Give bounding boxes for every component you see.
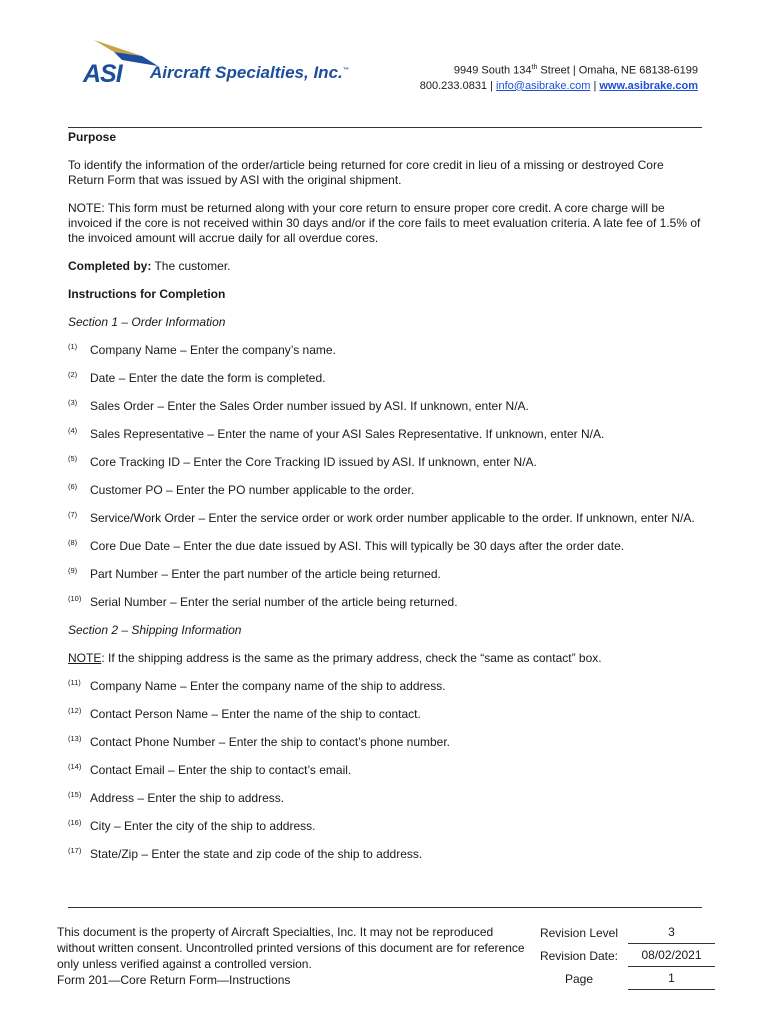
list-item (68, 399, 702, 414)
item-number: (15) (68, 790, 82, 799)
contact-separator: | (490, 79, 493, 92)
section2-title: Section 2 – Shipping Information (68, 623, 242, 637)
revision-level-value: 3 (628, 922, 715, 944)
item-number: (3) (68, 398, 78, 407)
page-label: Page (564, 972, 594, 986)
item-number: (8) (68, 538, 78, 547)
address-city: Street | Omaha, NE 68138-6199 (537, 64, 698, 77)
item-text: Sales Representative – Enter the name of your ASI Sales Representative. If unknown, enter N/A. (90, 427, 605, 441)
note-text: NOTE: This form must be returned along with your core return to ensure proper core credit. A core charge will be invoiced if the core is not received within 30 days and/or if the core fails to meet evaluation criteria. A late fee of 1.5% of the invoiced amount will accrue daily for all overdue cores. (68, 201, 701, 245)
section2-note-text: : If the shipping address is the same as the primary address, check the “same as contact” box. (101, 651, 602, 665)
section2-list (68, 679, 702, 862)
item-text: Address – Enter the ship to address. (90, 791, 285, 805)
item-number: (5) (68, 454, 78, 463)
contact-line (420, 79, 698, 94)
item-text: State/Zip – Enter the state and zip code of the ship to address. (90, 847, 423, 861)
list-item (68, 567, 702, 582)
footer-form-title: Form 201—Core Return Form—Instructions (57, 973, 291, 987)
section1-title: Section 1 – Order Information (68, 315, 226, 329)
list-item (68, 819, 702, 834)
company-address (420, 60, 698, 94)
section2-note (68, 651, 702, 666)
revision-date-value: 08/02/2021 (628, 945, 715, 967)
item-text: Core Tracking ID – Enter the Core Tracking ID issued by ASI. If unknown, enter N/A. (90, 455, 537, 469)
purpose-text: To identify the information of the order/article being returned for core credit in lieu of a missing or destroyed Core Return Form that was issued by ASI with the original shipment. (68, 158, 664, 187)
revision-level-row (530, 922, 715, 944)
item-text: Contact Person Name – Enter the name of the ship to contact. (90, 707, 421, 721)
footer-disclaimer-block (57, 924, 527, 988)
logo-company-name (150, 63, 349, 83)
email-link[interactable]: info@asibrake.com (496, 79, 591, 92)
revision-level-label: Revision Level (539, 926, 619, 940)
document-body (68, 128, 702, 862)
logo-asi-text: ASI (83, 60, 122, 88)
instructions-heading: Instructions for Completion (68, 287, 226, 301)
footer-divider (68, 907, 702, 908)
item-number: (12) (68, 706, 82, 715)
item-number: (4) (68, 426, 78, 435)
item-text: Service/Work Order – Enter the service order or work order number applicable to the order. If unknown, enter N/A. (90, 511, 695, 525)
item-number: (2) (68, 370, 78, 379)
phone-number: 800.233.0831 (419, 79, 488, 92)
item-text: Company Name – Enter the company name of the ship to address. (90, 679, 446, 693)
item-number: (11) (68, 678, 81, 687)
company-logo (80, 38, 360, 94)
item-text: Contact Email – Enter the ship to contact’s email. (90, 763, 352, 777)
list-item (68, 707, 702, 722)
item-text: Date – Enter the date the form is completed. (90, 371, 326, 385)
item-number: (13) (68, 734, 82, 743)
contact-separator: | (593, 79, 597, 92)
revision-date-row (530, 945, 715, 967)
list-item (68, 847, 702, 862)
completed-by-label: Completed by: (68, 259, 152, 273)
list-item (68, 427, 702, 442)
address-ordinal: th (531, 64, 538, 71)
item-text: Sales Order – Enter the Sales Order number issued by ASI. If unknown, enter N/A. (90, 399, 529, 413)
list-item (68, 343, 702, 358)
website-link[interactable]: www.asibrake.com (599, 79, 698, 92)
logo-trademark: ™ (342, 67, 349, 74)
section1-list (68, 343, 702, 610)
list-item (68, 455, 702, 470)
page-value: 1 (628, 968, 715, 990)
item-text: Part Number – Enter the part number of the article being returned. (90, 567, 441, 581)
item-text: Customer PO – Enter the PO number applicable to the order. (90, 483, 415, 497)
footer-disclaimer: This document is the property of Aircraft Specialties, Inc. It may not be reproduced without written consent. Uncontrolled printed versions of this document are for reference only unless verified against a controlled version. (57, 925, 525, 971)
completed-by-value: The customer. (151, 259, 231, 273)
address-line (420, 60, 698, 79)
page-row (530, 968, 715, 990)
list-item (68, 791, 702, 806)
item-text: Core Due Date – Enter the due date issued by ASI. This will typically be 30 days after the order date. (90, 539, 625, 553)
item-number: (14) (68, 762, 82, 771)
item-number: (10) (68, 594, 82, 603)
item-text: Contact Phone Number – Enter the ship to contact’s phone number. (90, 735, 450, 749)
logo-name-text: Aircraft Specialties, Inc. (150, 63, 343, 82)
item-number: (1) (68, 342, 78, 351)
list-item (68, 511, 702, 526)
item-text: City – Enter the city of the ship to address. (90, 819, 316, 833)
list-item (68, 595, 702, 610)
item-number: (6) (68, 482, 78, 491)
item-number: (17) (68, 846, 82, 855)
item-text: Company Name – Enter the company’s name. (90, 343, 336, 357)
list-item (68, 483, 702, 498)
list-item (68, 539, 702, 554)
revision-date-label: Revision Date: (539, 949, 619, 963)
completed-by (68, 259, 702, 274)
revision-table (530, 922, 715, 991)
item-number: (9) (68, 566, 78, 575)
item-text: Serial Number – Enter the serial number of the article being returned. (90, 595, 458, 609)
list-item (68, 735, 702, 750)
item-number: (7) (68, 510, 78, 519)
list-item (68, 679, 702, 694)
item-number: (16) (68, 818, 82, 827)
purpose-heading: Purpose (68, 130, 117, 144)
section2-note-label: NOTE (68, 651, 102, 665)
list-item (68, 371, 702, 386)
list-item (68, 763, 702, 778)
address-street: 9949 South 134 (453, 64, 532, 77)
